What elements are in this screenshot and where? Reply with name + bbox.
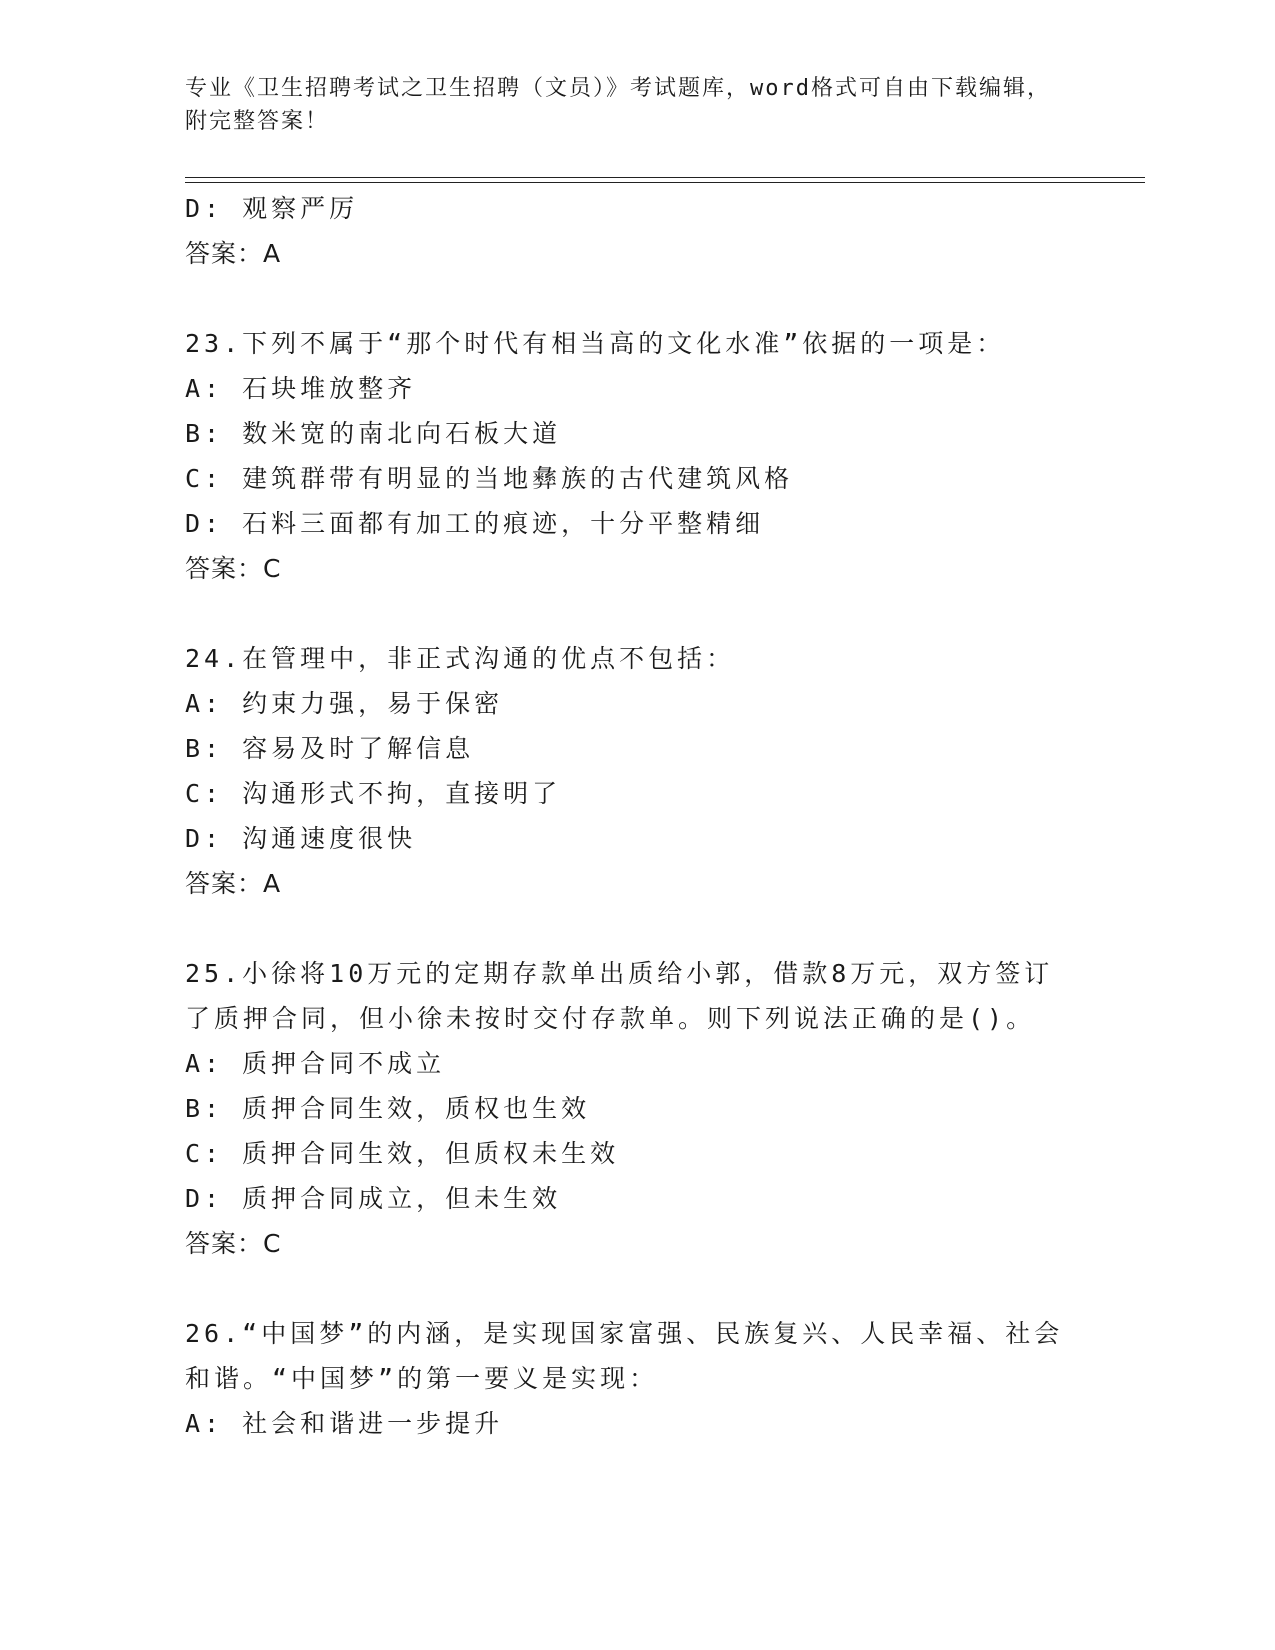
option-d: D: 石料三面都有加工的痕迹，十分平整精细 <box>185 509 765 538</box>
option-c: C: 质押合同生效，但质权未生效 <box>185 1139 620 1168</box>
question-26 <box>185 1311 1085 1446</box>
answer: 答案：A <box>185 869 282 898</box>
option-a: A: 质押合同不成立 <box>185 1049 446 1078</box>
question-24 <box>185 636 1085 906</box>
option-a: A: 社会和谐进一步提升 <box>185 1409 504 1438</box>
question-content <box>185 186 1085 1446</box>
option-a: A: 石块堆放整齐 <box>185 374 417 403</box>
option-c: C: 沟通形式不拘，直接明了 <box>185 779 562 808</box>
option-b: B: 容易及时了解信息 <box>185 734 475 763</box>
question-stem: 25.小徐将10万元的定期存款单出质给小郭，借款8万元，双方签订了质押合同，但小徐未按时交付存款单。则下列说法正确的是()。 <box>185 959 1054 1033</box>
header-divider-top <box>185 177 1145 178</box>
option-d: D: 质押合同成立，但未生效 <box>185 1184 562 1213</box>
header-divider-bottom <box>185 182 1145 183</box>
question-stem: 23.下列不属于“那个时代有相当高的文化水准”依据的一项是： <box>185 329 1006 358</box>
question-stem: 26.“中国梦”的内涵，是实现国家富强、民族复兴、人民幸福、社会和谐。“中国梦”的第一要义是实现： <box>185 1319 1064 1393</box>
document-header: 专业《卫生招聘考试之卫生招聘（文员）》考试题库，word格式可自由下载编辑，附完整答案！ <box>185 76 1051 134</box>
question-23 <box>185 321 1085 591</box>
option-a: A: 约束力强，易于保密 <box>185 689 504 718</box>
answer: 答案：C <box>185 1229 282 1258</box>
option-b: B: 数米宽的南北向石板大道 <box>185 419 562 448</box>
option-c: C: 建筑群带有明显的当地彝族的古代建筑风格 <box>185 464 794 493</box>
prev-option-d: D: 观察严厉 <box>185 194 359 223</box>
option-d: D: 沟通速度很快 <box>185 824 417 853</box>
answer: 答案：C <box>185 554 282 583</box>
question-stem: 24.在管理中，非正式沟通的优点不包括： <box>185 644 736 673</box>
question-25 <box>185 951 1085 1266</box>
option-b: B: 质押合同生效，质权也生效 <box>185 1094 591 1123</box>
prev-answer: 答案：A <box>185 239 282 268</box>
